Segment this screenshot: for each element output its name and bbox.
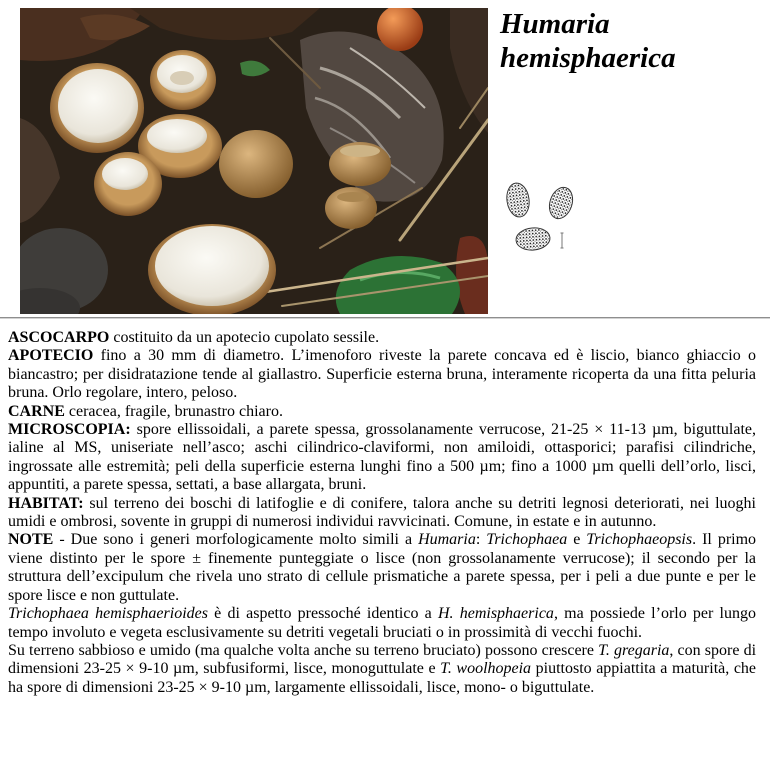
- title-species: hemisphaerica: [500, 42, 676, 74]
- mushroom-cup: [50, 63, 144, 153]
- microscopia-text: spore ellissoidali, a parete spessa, grossolanamente verrucose, 21-25 × 11-13 µm, biguttulate, ialine al MS, uniseriate nell’asco; aschi cilindrico-claviformi, non amiloidi, ottasporici; parafisi cilindriche, ingrossate alle estremità; peli della superficie esterna lunghi fino a 500 µm; fino a 1000 µm quelli dell’orlo, lisci, appuntiti, a parete spessa, settati, a base allargata, bruni.: [8, 421, 757, 494]
- spore: [546, 184, 577, 221]
- species-name: Trichophaea hemisphaerioides: [8, 605, 208, 623]
- note-text: , con spore di dimensioni 23-25 × 9-10 µm, subfusiformi, lisce, monoguttulate e: [8, 641, 757, 678]
- ascocarpo-text: costituito da un apotecio cupolato sessile.: [113, 329, 380, 346]
- note-text: e: [573, 531, 581, 549]
- carne-paragraph: [8, 403, 756, 421]
- mushroom-young: [325, 187, 377, 229]
- species-title: [500, 7, 676, 75]
- spore-illustration: [500, 178, 580, 256]
- habitat-label: HABITAT:: [8, 494, 84, 512]
- genus-name: Trichophaeopsis: [586, 531, 693, 549]
- species-name: H. hemisphaerica: [437, 605, 554, 623]
- habitat-paragraph: [8, 495, 756, 532]
- species-name: T. woolhopeia: [440, 660, 532, 678]
- note-paragraph-2: [8, 605, 756, 642]
- mushroom-photo: [20, 8, 488, 314]
- microscopia-paragraph: [8, 421, 756, 495]
- genus-name: Humaria: [418, 531, 476, 549]
- habitat-text: sul terreno dei boschi di latifoglie e di conifere, talora anche su detriti legnosi deteriorati, nei luoghi umidi e ombrosi, sovente in gruppi di numerosi individui ravvicinati. Comune, in estate e in autunno.: [8, 494, 757, 531]
- ascocarpo-paragraph: [8, 329, 756, 347]
- species-description: [8, 329, 756, 697]
- horizontal-divider: [0, 317, 770, 319]
- note-label: NOTE: [8, 531, 54, 549]
- note-text: :: [475, 531, 481, 549]
- apotecio-text: fino a 30 mm di diametro. L’imenoforo riveste la parete concava ed è liscio, bianco ghiaccio o biancastro; per disidratazione tende al giallastro. Superficie esterna bruna, interamente ricoperta da una fitta peluria bruna. Orlo regolare, intero, peloso.: [8, 347, 757, 402]
- microscopia-label: MICROSCOPIA:: [8, 421, 131, 439]
- note-text: è di aspetto pressoché identico a: [214, 605, 432, 623]
- species-name: T. gregaria: [598, 641, 670, 659]
- mushroom-cup: [148, 224, 276, 314]
- title-genus: Humaria: [500, 8, 610, 40]
- note-paragraph-3: [8, 642, 756, 697]
- genus-name: Trichophaea: [486, 531, 568, 549]
- spore: [515, 227, 551, 252]
- mushroom-young: [219, 130, 293, 198]
- scale-bar: [561, 233, 564, 248]
- carne-label: CARNE: [8, 402, 65, 420]
- note-text: , ma possiede l’orlo per lungo tempo involuto e vegeta esclusivamente su detriti vegetali bruciati o in prossimità di vecchi fuochi.: [8, 605, 757, 641]
- mushroom-cup: [150, 50, 216, 110]
- note-text: . Il primo viene distinto per le spore ± finemente punteggiate o lisce (non grossolanamente verrucose); il secondo per la struttura dell’excipulum che rivela uno strato di cellule prismatiche a parete spessa, per i peli a due punte e per le spore lisce e non guttulate.: [8, 531, 757, 604]
- apotecio-label: APOTECIO: [8, 347, 94, 365]
- carne-text: ceracea, fragile, brunastro chiaro.: [68, 402, 283, 420]
- note-text: piuttosto appiattita a maturità, che ha spore di dimensioni 23-25 × 9-10 µm, largamente ellissoidali, lisce, mono- o biguttulate.: [8, 660, 757, 696]
- mushroom-cup: [94, 152, 162, 216]
- apotecio-paragraph: [8, 347, 756, 402]
- mushroom-young: [329, 142, 391, 186]
- spore: [505, 182, 532, 219]
- note-paragraph: [8, 531, 756, 605]
- note-text: - Due sono i generi morfologicamente molto simili a: [59, 531, 413, 549]
- note-text: Su terreno sabbioso e umido (ma qualche volta anche su terreno bruciato) possono crescere: [8, 641, 594, 659]
- ascocarpo-label: ASCOCARPO: [8, 329, 110, 346]
